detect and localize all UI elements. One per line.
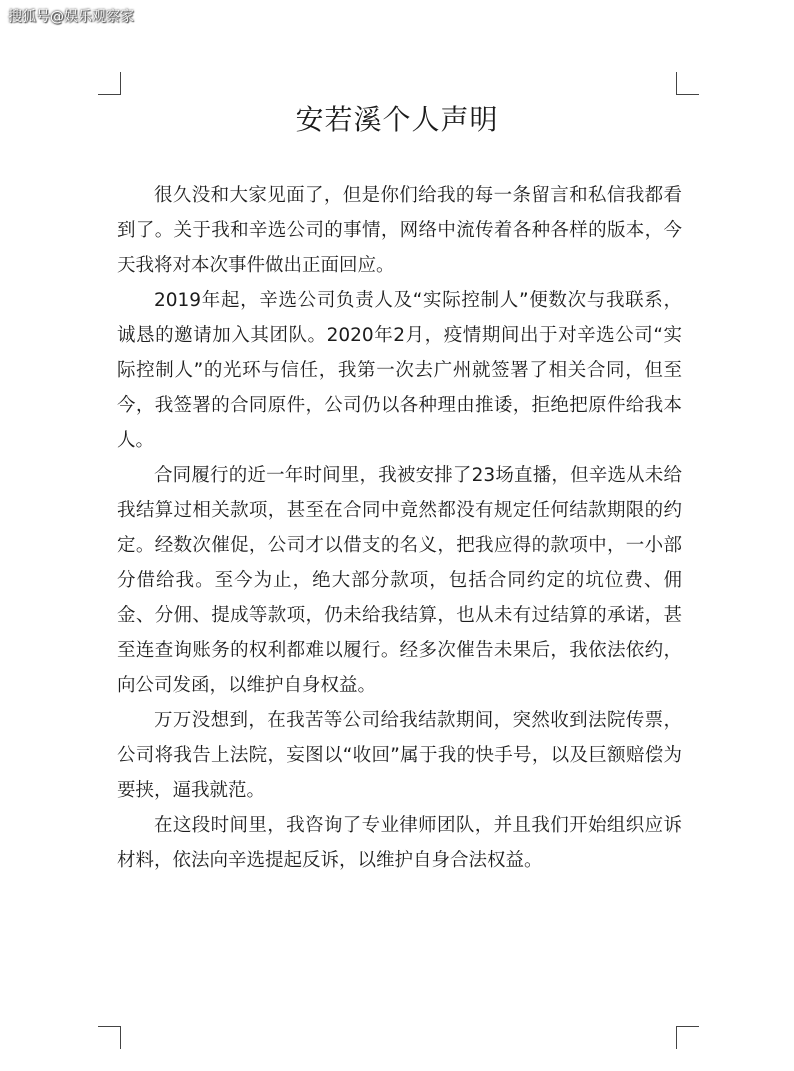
paragraph-3: 合同履行的近一年时间里，我被安排了23场直播，但辛选从未给我结算过相关款项，甚至在合同中竟然都没有规定任何结款期限的约定。经数次催促，公司才以借支的名义，把我应得的款项中，一小部分借给我。至今为止，绝大部分款项，包括合同约定的坑位费、佣金、分佣、提成等款项，仍未给我结算，也从未有过结算的承诺，甚至连查询账务的权利都难以履行。经多次催告未果后，我依法依约，向公司发函，以维护自身权益。 bbox=[117, 465, 682, 696]
crop-mark-bottom-left bbox=[98, 1026, 121, 1049]
document-body bbox=[117, 178, 682, 878]
document-title: 安若溪个人声明 bbox=[295, 103, 499, 136]
paragraph-5: 在这段时间里，我咨询了专业律师团队，并且我们开始组织应诉材料，依法向辛选提起反诉，以维护自身合法权益。 bbox=[117, 815, 682, 871]
crop-mark-bottom-right bbox=[676, 1026, 699, 1049]
paragraph-4: 万万没想到，在我苦等公司给我结款期间，突然收到法院传票，公司将我告上法院，妄图以“收回”属于我的快手号，以及巨额赔偿为要挟，逼我就范。 bbox=[117, 710, 682, 801]
paragraph-2: 2019年起，辛选公司负责人及“实际控制人”便数次与我联系，诚恳的邀请加入其团队。2020年2月，疫情期间出于对辛选公司“实际控制人”的光环与信任，我第一次去广州就签署了相关合同，但至今，我签署的合同原件，公司仍以各种理由推诿，拒绝把原件给我本人。 bbox=[117, 290, 682, 451]
paragraph-1: 很久没和大家见面了，但是你们给我的每一条留言和私信我都看到了。关于我和辛选公司的事情，网络中流传着各种各样的版本，今天我将对本次事件做出正面回应。 bbox=[117, 185, 682, 276]
crop-mark-top-left bbox=[98, 72, 121, 95]
watermark-text: 搜狐号@娱乐观察家 bbox=[8, 9, 134, 25]
crop-mark-top-right bbox=[676, 72, 699, 95]
